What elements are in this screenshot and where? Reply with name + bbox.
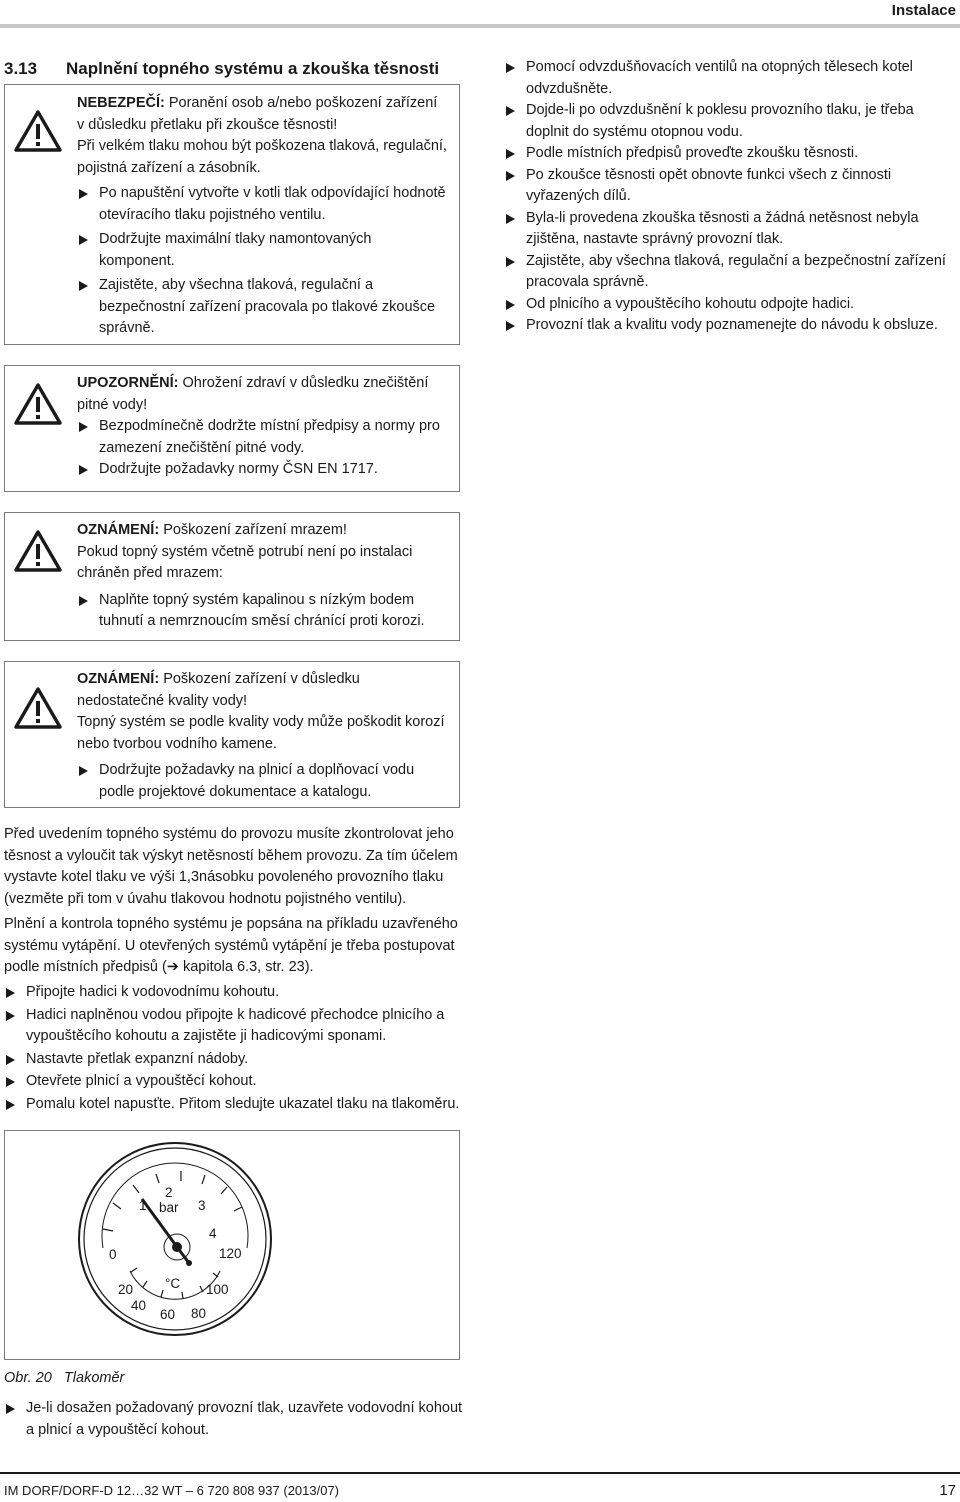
pressure-tick-label: 1 xyxy=(139,1198,147,1213)
caution-bullet: Dodržujte požadavky normy ČSN EN 1717. xyxy=(77,459,447,481)
notice-lead: Poškození zařízení v důsledku nedostatečné kvality vody! xyxy=(77,671,360,709)
caution-bullet: Bezpodmínečně dodržte místní předpisy a normy pro zamezení znečištění pitné vody. xyxy=(77,416,447,459)
step-item: Nastavte přetlak expanzní nádoby. xyxy=(4,1049,464,1071)
step-item: Od plnicího a vypouštěcího kohoutu odpojte hadici. xyxy=(504,294,954,316)
section-number: 3.13 xyxy=(4,59,38,78)
figure-label: Obr. 20 xyxy=(4,1370,52,1386)
temperature-tick-label: 40 xyxy=(131,1298,147,1313)
danger-bullet: Zajistěte, aby všechna tlaková, regulační a bezpečnostní zařízení pracovala po tlakové zkoušce správně. xyxy=(77,275,447,340)
danger-lead: Poranění osob a/nebo poškození zařízení v důsledku přetlaku při zkoušce těsnosti! xyxy=(77,95,438,133)
pressure-tick-label: 0 xyxy=(109,1247,117,1262)
step-item: Otevřete plnicí a vypouštěcí kohout. xyxy=(4,1071,464,1093)
notice-frost-heading xyxy=(77,520,447,542)
footer-rule xyxy=(0,1472,960,1474)
notice-keyword: OZNÁMENÍ: xyxy=(77,671,160,687)
step-item: Pomocí odvzdušňovacích ventilů na otopných tělesech kotel odvzdušněte. xyxy=(504,57,954,100)
intro-paragraph: Před uvedením topného systému do provozu musíte zkontrolovat jeho těsnost a vyloučit tak výskyt netěsností během provozu. Za tím účelem vystavte kotel tlaku ve výši 1,3násobku povoleného provozního tlaku (vezměte při tom v úvahu tlakovou hodnotu pojistného ventilu). xyxy=(4,826,458,907)
caution-heading xyxy=(77,373,447,416)
pressure-tick-label: 2 xyxy=(165,1185,173,1200)
step-item: Zajistěte, aby všechna tlaková, regulační a bezpečnostní zařízení pracovala správně. xyxy=(504,251,954,294)
temperature-unit-label: °C xyxy=(165,1276,181,1291)
notice-keyword: OZNÁMENÍ: xyxy=(77,522,160,538)
figure-title: Tlakoměr xyxy=(63,1370,125,1386)
right-column-steps xyxy=(504,57,954,337)
temperature-tick-label: 120 xyxy=(219,1246,242,1261)
pressure-unit-label: bar xyxy=(159,1200,179,1215)
notice-lead: Poškození zařízení mrazem! xyxy=(159,522,347,538)
step-item: Byla-li provedena zkouška těsnosti a žádná netěsnost nebyla zjištěna, nastavte správný provozní tlak. xyxy=(504,208,954,251)
warning-triangle-icon xyxy=(14,686,62,730)
notice-box-water-quality xyxy=(4,661,460,808)
pressure-tick-label: 3 xyxy=(198,1198,206,1213)
temperature-tick-label: 80 xyxy=(191,1306,207,1321)
gauge-labels xyxy=(5,1131,459,1359)
temperature-tick-label: 100 xyxy=(206,1282,229,1297)
temperature-tick-label: 20 xyxy=(118,1282,134,1297)
danger-text: Při velkém tlaku mohou být poškozena tlaková, regulační, pojistná zařízení a zásobník. xyxy=(77,138,447,176)
warning-triangle-icon xyxy=(14,529,62,573)
system-paragraph: Plnění a kontrola topného systému je popsána na příkladu uzavřeného systému vytápění. U otevřených systémů vytápění je třeba postupovat podle místních předpisů (➔ kapitola 6.3, str. 23). xyxy=(4,916,458,975)
filling-steps xyxy=(4,982,464,1115)
document-reference: IM DORF/DORF-D 12…32 WT – 6 720 808 937 (2013/07) xyxy=(4,1483,340,1498)
step-item: Pomalu kotel napusťte. Přitom sledujte ukazatel tlaku na tlakoměru. xyxy=(4,1094,464,1116)
danger-heading xyxy=(77,93,447,136)
caution-box xyxy=(4,365,460,492)
warning-triangle-icon xyxy=(14,109,62,153)
step-item: Dojde-li po odvzdušnění k poklesu provozního tlaku, je třeba doplnit do systému otopnou vodu. xyxy=(504,100,954,143)
temperature-tick-label: 60 xyxy=(160,1307,176,1322)
notice-text: Topný systém se podle kvality vody může poškodit korozí nebo tvorbou vodního kamene. xyxy=(77,714,445,752)
warning-triangle-icon xyxy=(14,382,62,426)
notice-water-content xyxy=(77,669,447,803)
step-item: Připojte hadici k vodovodnímu kohoutu. xyxy=(4,982,464,1004)
step-item: Je-li dosažen požadovaný provozní tlak, uzavřete vodovodní kohout a plnicí a vypouštěcí kohout. xyxy=(4,1398,464,1441)
danger-bullet: Dodržujte maximální tlaky namontovaných komponent. xyxy=(77,229,447,272)
final-step xyxy=(4,1398,464,1441)
danger-keyword: NEBEZPEČÍ: xyxy=(77,95,165,111)
step-item: Po zkoušce těsnosti opět obnovte funkci všech z činnosti vyřazených dílů. xyxy=(504,165,954,208)
notice-water-heading xyxy=(77,669,447,712)
figure-frame xyxy=(4,1130,460,1360)
danger-content xyxy=(77,93,447,340)
header-rule xyxy=(0,24,960,28)
pressure-tick-label: 4 xyxy=(209,1226,217,1241)
running-header: Instalace xyxy=(891,2,956,19)
danger-bullet: Po napuštění vytvořte v kotli tlak odpovídající hodnotě otevíracího tlaku pojistného ventilu. xyxy=(77,183,447,226)
figure-caption xyxy=(4,1368,124,1390)
notice-frost-content xyxy=(77,520,447,633)
danger-box xyxy=(4,84,460,345)
caution-keyword: UPOZORNĚNÍ: xyxy=(77,375,179,391)
step-item: Hadici naplněnou vodou připojte k hadicové přechodce plnicího a vypouštěcího kohoutu a zajistěte ji hadicovými sponami. xyxy=(4,1005,464,1048)
caution-content xyxy=(77,373,447,481)
section-title-text: Naplnění topného systému a zkouška těsnosti xyxy=(66,59,440,78)
section-title xyxy=(4,58,439,80)
step-item: Provozní tlak a kvalitu vody poznamenejte do návodu k obsluze. xyxy=(504,315,954,337)
notice-box-frost xyxy=(4,512,460,641)
notice-bullet: Dodržujte požadavky na plnicí a doplňovací vodu podle projektové dokumentace a katalogu. xyxy=(77,760,447,803)
caution-lead: Ohrožení zdraví v důsledku znečištění pitné vody! xyxy=(77,375,429,413)
notice-text: Pokud topný systém včetně potrubí není po instalaci chráněn před mrazem: xyxy=(77,543,413,581)
page-number: 17 xyxy=(939,1482,956,1499)
step-item: Podle místních předpisů proveďte zkoušku těsnosti. xyxy=(504,143,954,165)
notice-bullet: Naplňte topný systém kapalinou s nízkým bodem tuhnutí a nemrznoucím směsí chránící proti korozi. xyxy=(77,590,447,633)
